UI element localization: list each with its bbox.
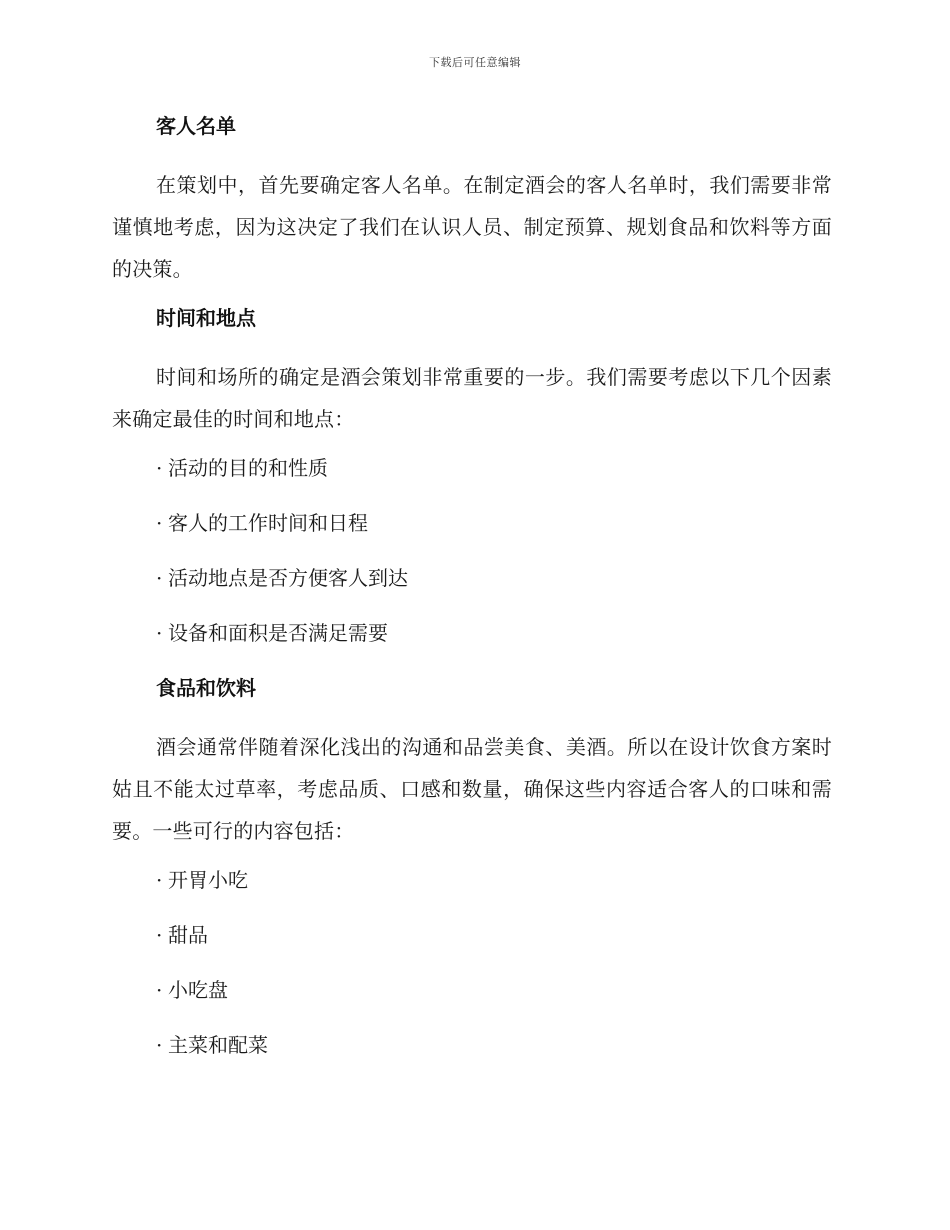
- list-item-text: 客人的工作时间和日程: [168, 511, 368, 535]
- list-item: [112, 562, 832, 594]
- bullet-dot: ·: [156, 621, 163, 645]
- bullet-dot: ·: [156, 978, 163, 1002]
- section-paragraph: 酒会通常伴随着深化浅出的沟通和品尝美食、美酒。所以在设计饮食方案时姑且不能太过草率，考虑品质、口感和数量，确保这些内容适合客人的口味和需要。一些可行的内容包括：: [112, 735, 832, 843]
- list-item: [112, 864, 832, 896]
- list-item-text: 开胃小吃: [168, 868, 248, 892]
- bullet-dot: ·: [156, 1033, 163, 1057]
- list-item: [112, 452, 832, 484]
- bullet-dot: ·: [156, 511, 163, 535]
- list-item-text: 主菜和配菜: [168, 1033, 268, 1057]
- list-item: [112, 919, 832, 951]
- list-item-text: 甜品: [168, 923, 208, 947]
- section-paragraph: 时间和场所的确定是酒会策划非常重要的一步。我们需要考虑以下几个因素来确定最佳的时间和地点：: [112, 365, 832, 431]
- section-heading: 时间和地点: [156, 306, 256, 330]
- list-item: [112, 1029, 832, 1061]
- list-item-text: 小吃盘: [168, 978, 228, 1002]
- bullet-dot: ·: [156, 923, 163, 947]
- section-paragraph: 在策划中，首先要确定客人名单。在制定酒会的客人名单时，我们需要非常谨慎地考虑，因为这决定了我们在认识人员、制定预算、规划食品和饮料等方面的决策。: [112, 173, 832, 281]
- page-header: 下载后可任意编辑: [429, 56, 521, 69]
- bullet-dot: ·: [156, 868, 163, 892]
- bullet-dot: ·: [156, 456, 163, 480]
- list-item: [112, 507, 832, 539]
- list-item: [112, 974, 832, 1006]
- section-heading: 食品和饮料: [156, 676, 256, 700]
- list-item-text: 设备和面积是否满足需要: [168, 621, 388, 645]
- list-item-text: 活动地点是否方便客人到达: [168, 566, 408, 590]
- bullet-dot: ·: [156, 566, 163, 590]
- section-heading: 客人名单: [156, 114, 236, 138]
- document-body: [112, 110, 832, 1084]
- list-item: [112, 617, 832, 649]
- list-item-text: 活动的目的和性质: [168, 456, 328, 480]
